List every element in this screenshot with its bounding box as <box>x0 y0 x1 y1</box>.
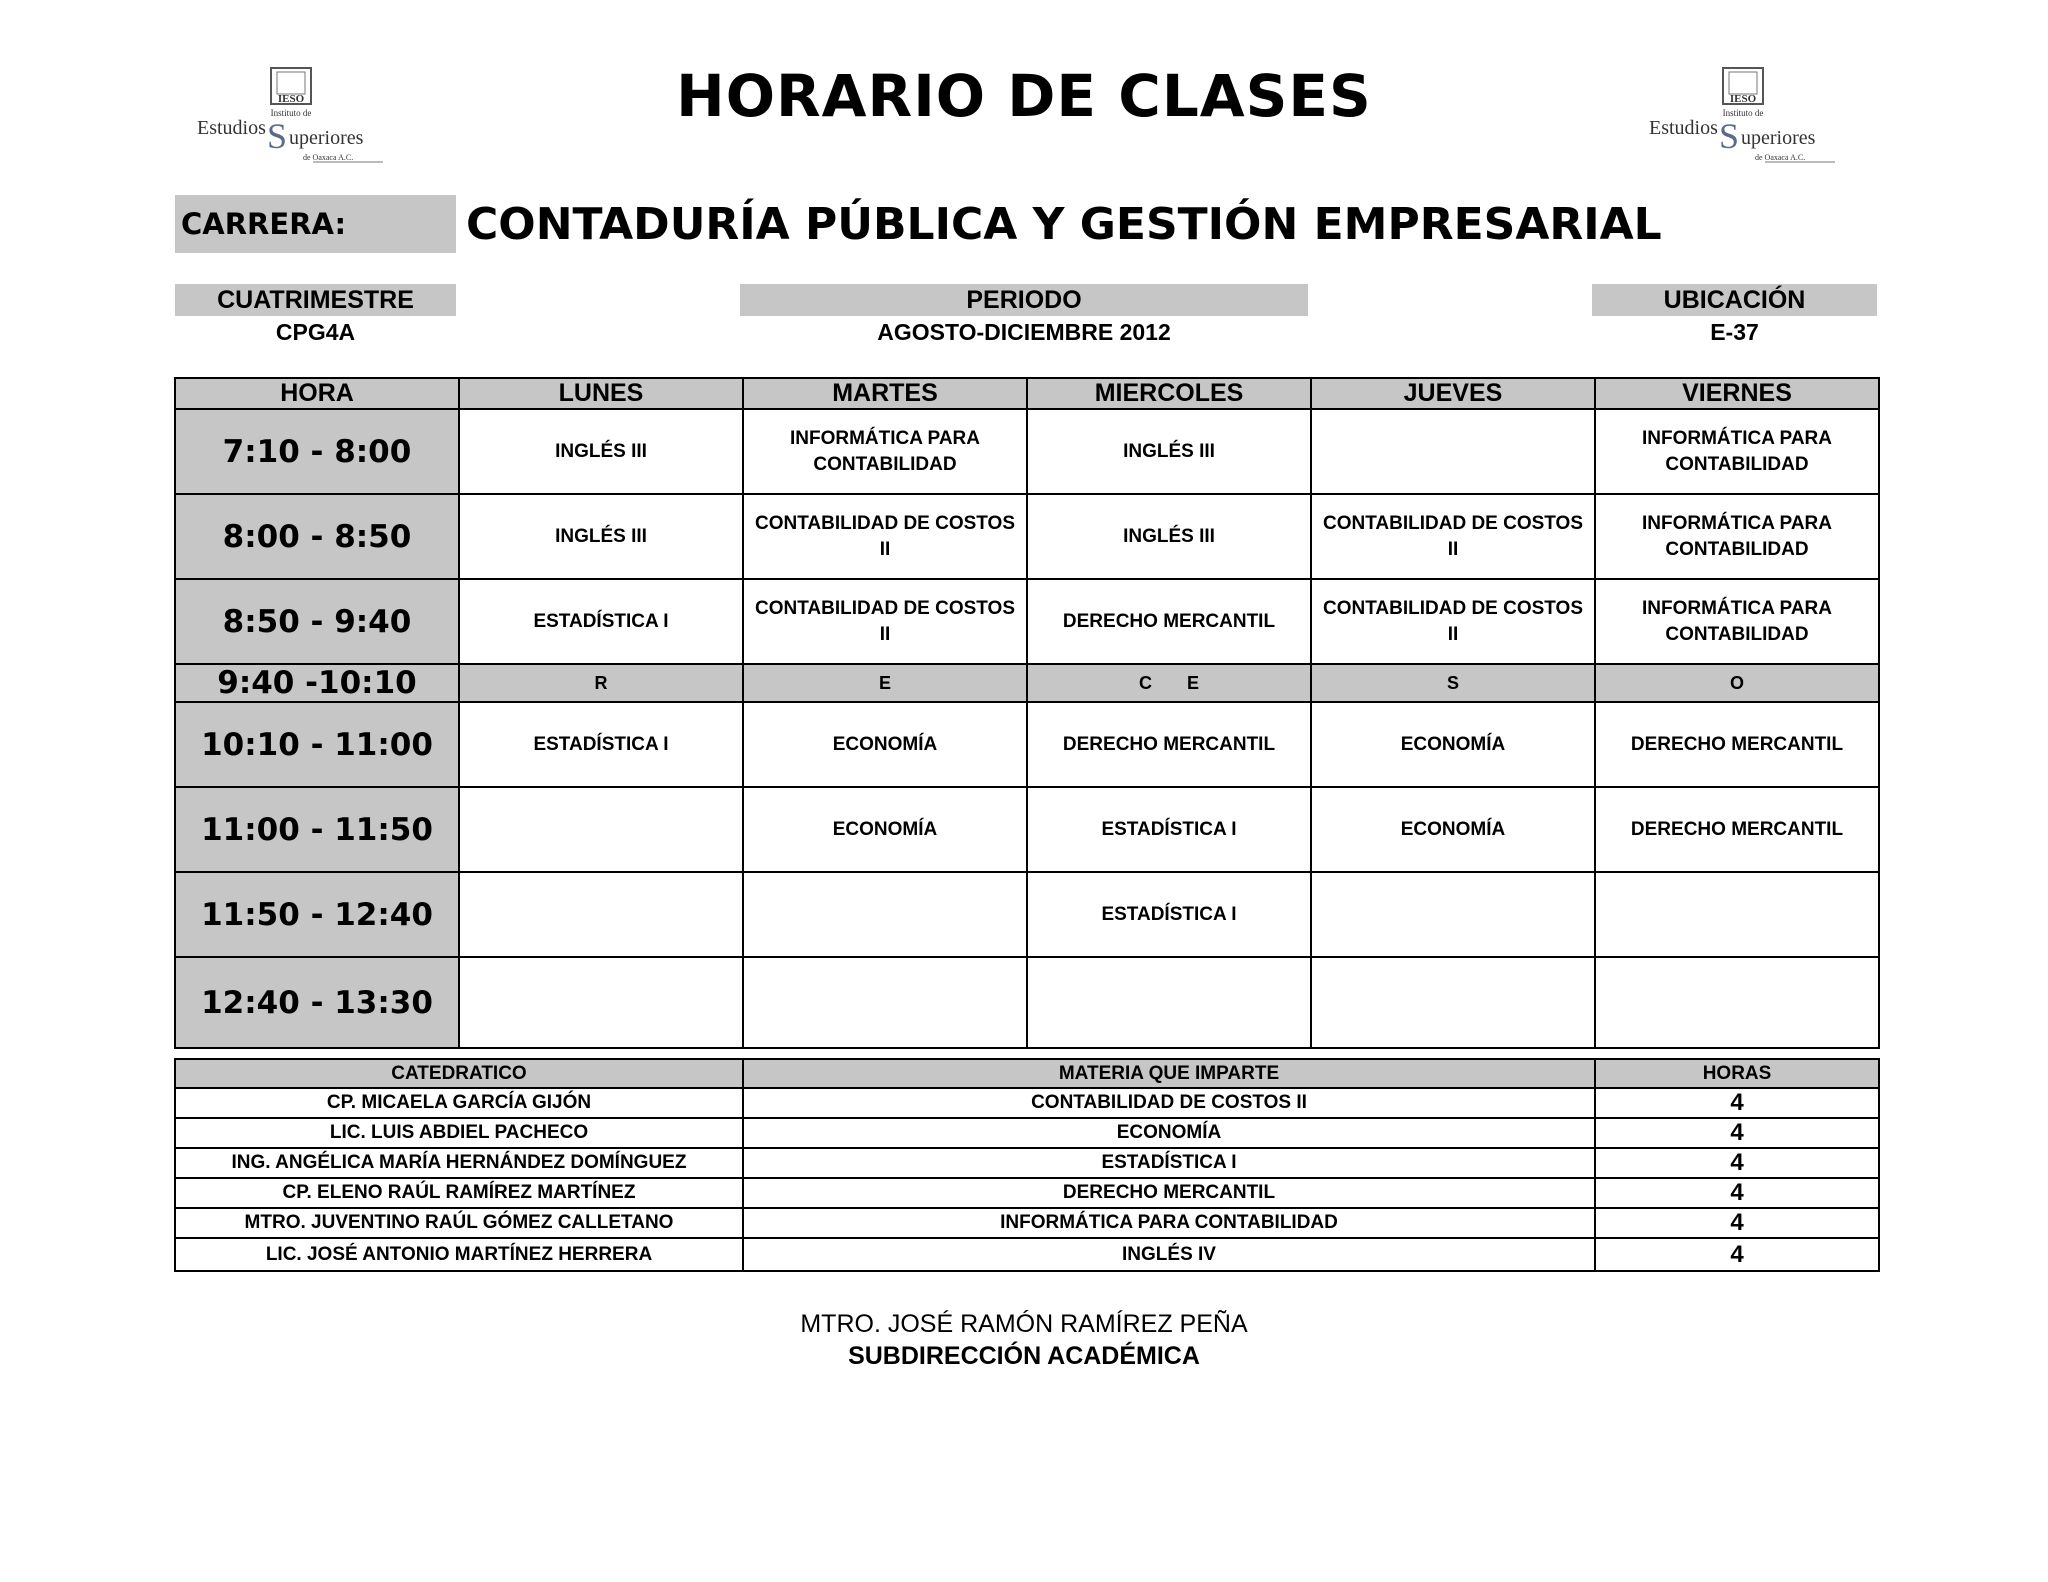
subject-name: DERECHO MERCANTIL <box>743 1178 1595 1208</box>
schedule-row <box>175 494 1879 579</box>
professors-header-row <box>175 1059 1879 1088</box>
subject-name: INGLÉS IV <box>743 1238 1595 1271</box>
logo-superiores: uperiores <box>289 127 364 149</box>
subject-name: CONTABILIDAD DE COSTOS II <box>743 1088 1595 1118</box>
professor-name: ING. ANGÉLICA MARÍA HERNÁNDEZ DOMÍNGUEZ <box>175 1148 743 1178</box>
cuatrimestre-value: CPG4A <box>275 319 356 345</box>
class-cell: DERECHO MERCANTIL <box>1027 702 1311 787</box>
class-cell: INGLÉS III <box>1027 494 1311 579</box>
class-cell: CONTABILIDAD DE COSTOS II <box>743 579 1027 664</box>
periodo-label: PERIODO <box>740 284 1308 316</box>
page-title: HORARIO DE CLASES <box>676 62 1372 130</box>
hours-value: 4 <box>1595 1088 1879 1118</box>
professor-name: LIC. LUIS ABDIEL PACHECO <box>175 1118 743 1148</box>
recess-letter: S <box>1311 664 1595 702</box>
schedule-header-row <box>175 378 1879 409</box>
class-cell: INFORMÁTICA PARA CONTABILIDAD <box>1595 494 1879 579</box>
time-slot: 8:50 - 9:40 <box>175 579 459 664</box>
recess-letter: E <box>743 664 1027 702</box>
header-jueves: JUEVES <box>1311 378 1595 409</box>
class-cell <box>1311 957 1595 1048</box>
class-cell <box>743 957 1027 1048</box>
logo-line1: Instituto de <box>1722 108 1764 118</box>
schedule-row <box>175 787 1879 872</box>
cuatrimestre-label: CUATRIMESTRE <box>175 284 456 316</box>
class-cell: CONTABILIDAD DE COSTOS II <box>1311 494 1595 579</box>
class-cell: ESTADÍSTICA I <box>1027 787 1311 872</box>
class-cell <box>1595 957 1879 1048</box>
class-cell: DERECHO MERCANTIL <box>1595 702 1879 787</box>
professor-row <box>175 1178 1879 1208</box>
subject-name: ECONOMÍA <box>743 1118 1595 1148</box>
time-slot: 10:10 - 11:00 <box>175 702 459 787</box>
carrera-label: CARRERA: <box>175 195 456 253</box>
header-viernes: VIERNES <box>1595 378 1879 409</box>
class-cell: ESTADÍSTICA I <box>1027 872 1311 957</box>
recess-letter: O <box>1595 664 1879 702</box>
professor-row <box>175 1148 1879 1178</box>
logo-big-s: S <box>267 116 288 156</box>
hours-value: 4 <box>1595 1178 1879 1208</box>
recess-row <box>175 664 1879 702</box>
header-lunes: LUNES <box>459 378 743 409</box>
time-slot: 11:00 - 11:50 <box>175 787 459 872</box>
professor-row <box>175 1118 1879 1148</box>
class-cell: DERECHO MERCANTIL <box>1595 787 1879 872</box>
schedule-row <box>175 957 1879 1048</box>
recess-letter: C E <box>1027 664 1311 702</box>
logo-badge-text: IESO <box>277 93 305 105</box>
hours-value: 4 <box>1595 1238 1879 1271</box>
schedule-row <box>175 409 1879 494</box>
class-cell <box>1311 872 1595 957</box>
logo-line3: de Oaxaca A.C. <box>1755 153 1806 162</box>
class-cell: ESTADÍSTICA I <box>459 579 743 664</box>
class-cell: ECONOMÍA <box>743 702 1027 787</box>
hours-value: 4 <box>1595 1208 1879 1238</box>
class-cell <box>1027 957 1311 1048</box>
hours-value: 4 <box>1595 1118 1879 1148</box>
class-cell: CONTABILIDAD DE COSTOS II <box>743 494 1027 579</box>
ubicacion-value: E-37 <box>1710 319 1759 345</box>
header-hora: HORA <box>175 378 459 409</box>
professor-name: LIC. JOSÉ ANTONIO MARTÍNEZ HERRERA <box>175 1238 743 1271</box>
header-catedratico: CATEDRATICO <box>175 1059 743 1088</box>
logo-big-s: S <box>1719 116 1740 156</box>
class-cell <box>459 872 743 957</box>
subject-name: INFORMÁTICA PARA CONTABILIDAD <box>743 1208 1595 1238</box>
header-materia: MATERIA QUE IMPARTE <box>743 1059 1595 1088</box>
schedule-row <box>175 702 1879 787</box>
logo-superiores: uperiores <box>1741 127 1816 149</box>
professor-name: CP. MICAELA GARCÍA GIJÓN <box>175 1088 743 1118</box>
logo-estudios: Estudios <box>1649 117 1718 139</box>
schedule-row <box>175 579 1879 664</box>
time-slot: 8:00 - 8:50 <box>175 494 459 579</box>
logo-estudios: Estudios <box>197 117 266 139</box>
schedule-row <box>175 872 1879 957</box>
class-cell <box>459 787 743 872</box>
class-cell: DERECHO MERCANTIL <box>1027 579 1311 664</box>
class-cell: INGLÉS III <box>1027 409 1311 494</box>
professors-table <box>174 1058 1880 1272</box>
schedule-table <box>174 377 1880 1049</box>
time-slot: 11:50 - 12:40 <box>175 872 459 957</box>
header-horas: HORAS <box>1595 1059 1879 1088</box>
periodo-value: AGOSTO-DICIEMBRE 2012 <box>877 319 1171 345</box>
class-cell: ESTADÍSTICA I <box>459 702 743 787</box>
class-cell: INFORMÁTICA PARA CONTABILIDAD <box>1595 409 1879 494</box>
hours-value: 4 <box>1595 1148 1879 1178</box>
class-cell: INGLÉS III <box>459 409 743 494</box>
class-cell: ECONOMÍA <box>1311 787 1595 872</box>
professor-name: MTRO. JUVENTINO RAÚL GÓMEZ CALLETANO <box>175 1208 743 1238</box>
class-cell <box>1311 409 1595 494</box>
time-slot: 12:40 - 13:30 <box>175 957 459 1048</box>
logo-line3: de Oaxaca A.C. <box>303 153 354 162</box>
carrera-value: CONTADURÍA PÚBLICA Y GESTIÓN EMPRESARIAL <box>466 199 1662 250</box>
signatory-name: MTRO. JOSÉ RAMÓN RAMÍREZ PEÑA <box>800 1310 1248 1338</box>
class-cell: INFORMÁTICA PARA CONTABILIDAD <box>743 409 1027 494</box>
recess-letter: R <box>459 664 743 702</box>
header-miercoles: MIERCOLES <box>1027 378 1311 409</box>
class-cell: ECONOMÍA <box>1311 702 1595 787</box>
class-cell: ECONOMÍA <box>743 787 1027 872</box>
professor-row <box>175 1208 1879 1238</box>
class-cell: INFORMÁTICA PARA CONTABILIDAD <box>1595 579 1879 664</box>
logo-badge-text: IESO <box>1729 93 1757 105</box>
class-cell <box>743 872 1027 957</box>
professor-name: CP. ELENO RAÚL RAMÍREZ MARTÍNEZ <box>175 1178 743 1208</box>
ubicacion-label: UBICACIÓN <box>1592 284 1877 316</box>
class-cell <box>459 957 743 1048</box>
time-slot: 7:10 - 8:00 <box>175 409 459 494</box>
professor-row <box>175 1088 1879 1118</box>
class-cell <box>1595 872 1879 957</box>
class-cell: INGLÉS III <box>459 494 743 579</box>
subject-name: ESTADÍSTICA I <box>743 1148 1595 1178</box>
class-cell: CONTABILIDAD DE COSTOS II <box>1311 579 1595 664</box>
professor-row <box>175 1238 1879 1271</box>
time-slot: 9:40 -10:10 <box>175 664 459 702</box>
signatory-role: SUBDIRECCIÓN ACADÉMICA <box>848 1342 1200 1370</box>
logo-line1: Instituto de <box>270 108 312 118</box>
header-martes: MARTES <box>743 378 1027 409</box>
